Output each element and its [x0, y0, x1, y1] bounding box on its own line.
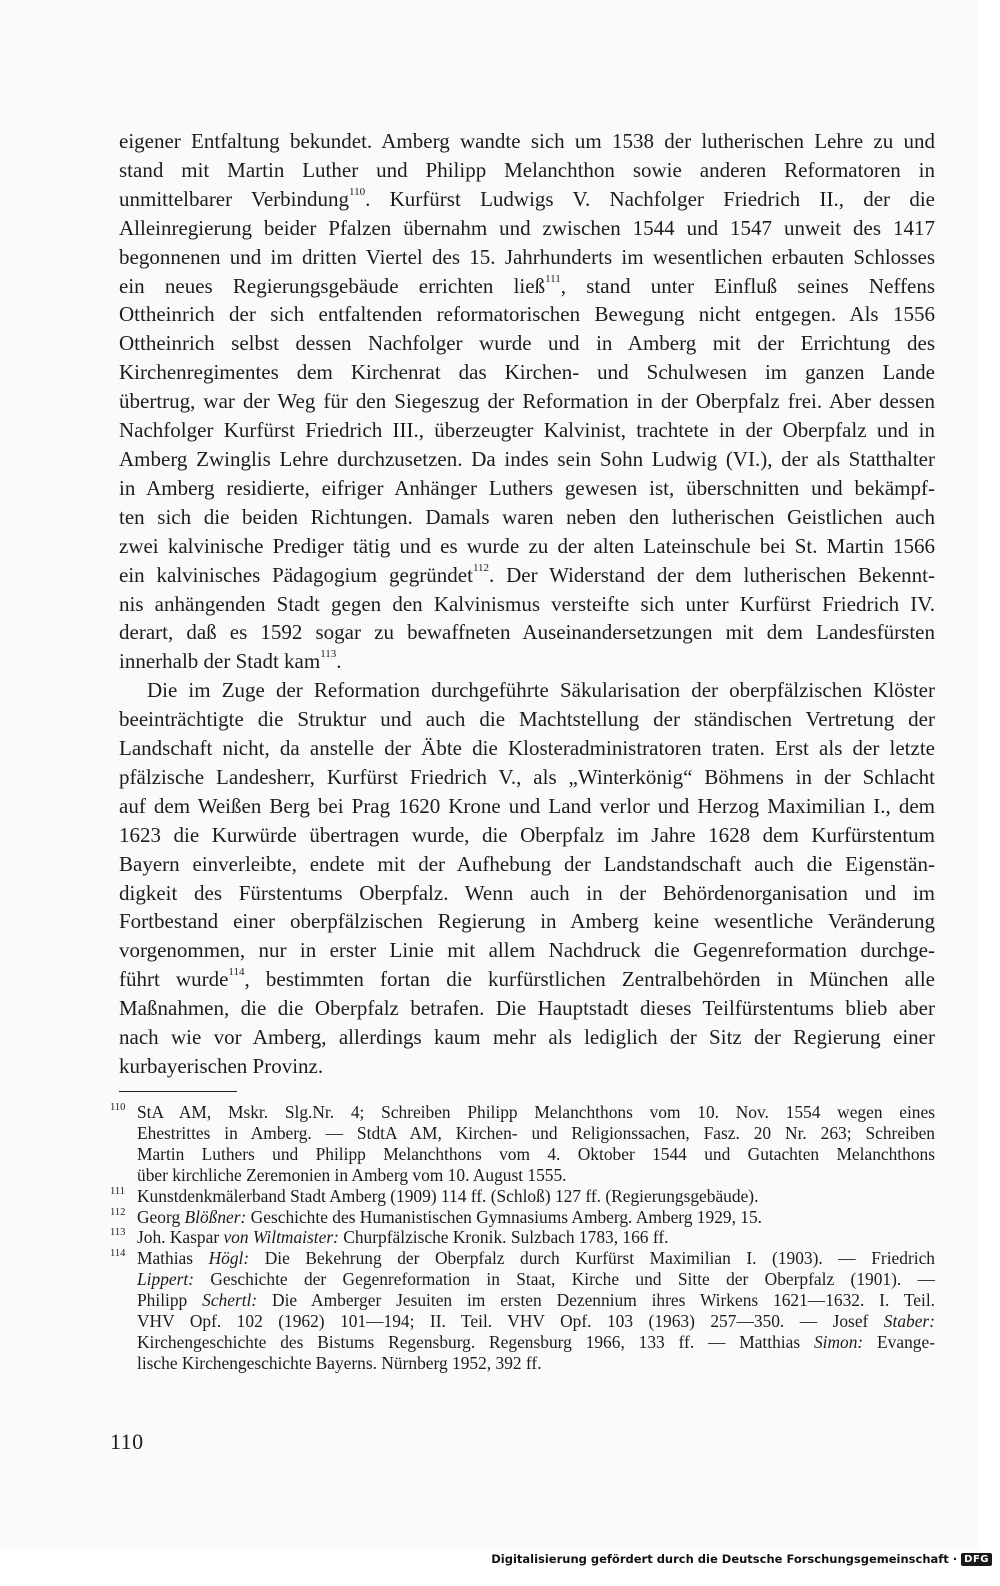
text-line: pfälzische Landesherr, Kurfürst Friedrich V., als „Winterkönig“ Böhmens in der Schlacht	[119, 764, 935, 789]
footnote-113: 113 Joh. Kaspar von Wiltmaister: Churpfälzische Kronik. Sulzbach 1783, 166 ff.	[110, 1227, 669, 1248]
footnote-ref: 113	[320, 648, 337, 661]
text-line: in Amberg residierte, eifriger Anhänger Luthers gewesen ist, überschnitten und bekämpf-	[119, 475, 935, 500]
footnote-ref: 112	[472, 561, 490, 574]
text-line: derart, daß es 1592 sogar zu bewaffneten Auseinandersetzungen mit dem Landesfürsten	[119, 620, 935, 645]
footnote-ref: 110	[349, 185, 366, 198]
text-line: Ottheinrich selbst dessen Nachfolger wurde und in Amberg mit der Errichtung des	[119, 331, 935, 356]
text-line: stand mit Martin Luther und Philipp Melanchthon sowie anderen Reformatoren in	[119, 157, 935, 182]
text-line: Bayern einverleibte, endete mit der Aufhebung der Landstandschaft auch die Eigenstän-	[119, 851, 935, 876]
text-line: ein kalvinisches Pädagogium gegründet$^{112}$. Der Widerstand der dem lutherischen Bekennt-	[119, 561, 935, 587]
footnote-ref: 111	[545, 272, 561, 285]
text-line: Landschaft nicht, da anstelle der Äbte die Klosteradministratoren traten. Erst als der letzte	[119, 736, 935, 761]
text-line: innerhalb der Stadt kam$^{113}$.	[119, 648, 342, 674]
text-line: Ottheinrich der sich entfaltenden reformatorischen Bewegung nicht entgegen. Als 1556	[119, 302, 935, 327]
footnote-114: 114 Mathias Högl: Die Bekehrung der Oberpfalz durch Kurfürst Maximilian I. (1903). — Friedrich Lippert: Geschichte der Gegenreformation in Staat, Kirche und Sitte der Oberpfalz (1901). — Philipp Schertl: Die Amberger Jesuiten im ersten Dezennium ihres Wirkens 1621—1632. I. Teil. VHV Opf. 102 (1962) 101—194; II. Teil. VHV Opf. 103 (1963) 257—350. — Josef Staber: Kirchengeschichte des Bistums Regensburg. Regensburg 1966, 133 ff. — Matthias Simon: Evange- lische Kirchengeschichte Bayerns. Nürnberg 1952, 392 ff.	[110, 1248, 935, 1373]
footnote-number: 111	[110, 1185, 125, 1197]
digitization-credit	[491, 1552, 992, 1566]
dfg-logo: DFG	[961, 1553, 992, 1566]
footnote-number: 113	[110, 1227, 126, 1239]
text-line: Nachfolger Kurfürst Friedrich III., überzeugter Kalvinist, trachtete in der Oberpfalz und in	[119, 418, 935, 443]
footnote-number: 112	[110, 1206, 126, 1218]
text-line: übertrug, war der Weg für den Siegeszug der Reformation in der Oberpfalz frei. Aber dessen	[119, 389, 935, 414]
text-line: eigener Entfaltung bekundet. Amberg wandte sich um 1538 der lutherischen Lehre zu und	[119, 129, 935, 153]
text-line: begonnenen und im dritten Viertel des 15. Jahrhunderts im wesentlichen erbauten Schlosses	[119, 244, 935, 269]
page-number: 110	[110, 1429, 144, 1454]
text-line: digkeit des Fürstentums Oberpfalz. Wenn auch in der Behördenorganisation und im	[119, 880, 935, 905]
text-line: ein neues Regierungsgebäude errichten ließ$^{111}$, stand unter Einfluß seines Neffens	[119, 272, 935, 298]
footnote-number: 110	[110, 1102, 126, 1113]
footnote-110: 110 StA AM, Mskr. Slg.Nr. 4; Schreiben Philipp Melanchthons vom 10. Nov. 1554 wegen eines Ehestrittes in Amberg. — StdtA AM, Kirchen- und Religionssachen, Fasz. 20 Nr. 263; Schreiben Martin Luthers und Philipp Melanchthons vom 4. Oktober 1544 und Gutachten Melanchthons über kirchliche Zeremonien in Amberg vom 10. August 1555.	[110, 1102, 935, 1185]
text-line: kurbayerischen Provinz.	[119, 1054, 324, 1078]
text-line: nach wie vor Amberg, allerdings kaum mehr als lediglich der Sitz der Regierung einer	[119, 1025, 935, 1050]
main-text	[119, 127, 935, 1081]
text-line: Fortbestand einer oberpfälzischen Regierung in Amberg keine wesentliche Veränderung	[119, 909, 935, 934]
footnotes	[110, 1102, 935, 1374]
text-line: zwei kalvinische Prediger tätig und es wurde zu der alten Lateinschule bei St. Martin 1566	[119, 533, 935, 558]
text-line: auf dem Weißen Berg bei Prag 1620 Krone und Land verlor und Herzog Maximilian I., dem	[119, 793, 935, 818]
text-line: Maßnahmen, die die Oberpfalz betrafen. Die Hauptstadt dieses Teilfürstentums blieb aber	[119, 996, 935, 1021]
credit-text: Digitalisierung gefördert durch die Deutsche Forschungsgemeinschaft ·	[491, 1552, 958, 1566]
footnote-separator	[119, 1091, 237, 1092]
text-line: nis anhängenden Stadt gegen den Kalvinismus versteifte sich unter Kurfürst Friedrich IV.	[119, 591, 935, 616]
text-line: 1623 die Kurwürde übertragen wurde, die Oberpfalz im Jahre 1628 dem Kurfürstentum	[119, 822, 935, 847]
footnote-112: 112 Georg Blößner: Geschichte des Humanistischen Gymnasiums Amberg. Amberg 1929, 15.	[110, 1206, 763, 1227]
text-line: führt wurde$^{114}$, bestimmten fortan die kurfürstlichen Zentralbehörden in München alle	[119, 966, 935, 992]
text-line: unmittelbarer Verbindung$^{110}$. Kurfürst Ludwigs V. Nachfolger Friedrich II., der die	[119, 185, 935, 211]
text-line: vorgenommen, nur in erster Linie mit allem Nachdruck die Gegenreformation durchge-	[119, 938, 935, 963]
footnote-ref: 114	[228, 966, 245, 979]
text-line: Alleinregierung beider Pfalzen übernahm und zwischen 1544 und 1547 unweit des 1417	[119, 215, 935, 240]
text-line: Kirchenregimentes dem Kirchenrat das Kirchen- und Schulwesen im ganzen Lande	[119, 360, 935, 385]
text-line: beeinträchtigte die Struktur und auch die Machtstellung der ständischen Vertretung der	[119, 707, 935, 732]
footnote-111: 111 Kunstdenkmälerband Stadt Amberg (1909) 114 ff. (Schloß) 127 ff. (Regierungsgebäude).	[110, 1185, 759, 1206]
text-line: Die im Zuge der Reformation durchgeführte Säkularisation der oberpfälzischen Klöster	[147, 678, 935, 703]
text-line: Amberg Zwinglis Lehre durchzusetzen. Da indes sein Sohn Ludwig (VI.), der als Statthalter	[119, 446, 935, 471]
footnote-number: 114	[110, 1248, 126, 1260]
text-line: ten sich die beiden Richtungen. Damals waren neben den lutherischen Geistlichen auch	[119, 504, 935, 529]
